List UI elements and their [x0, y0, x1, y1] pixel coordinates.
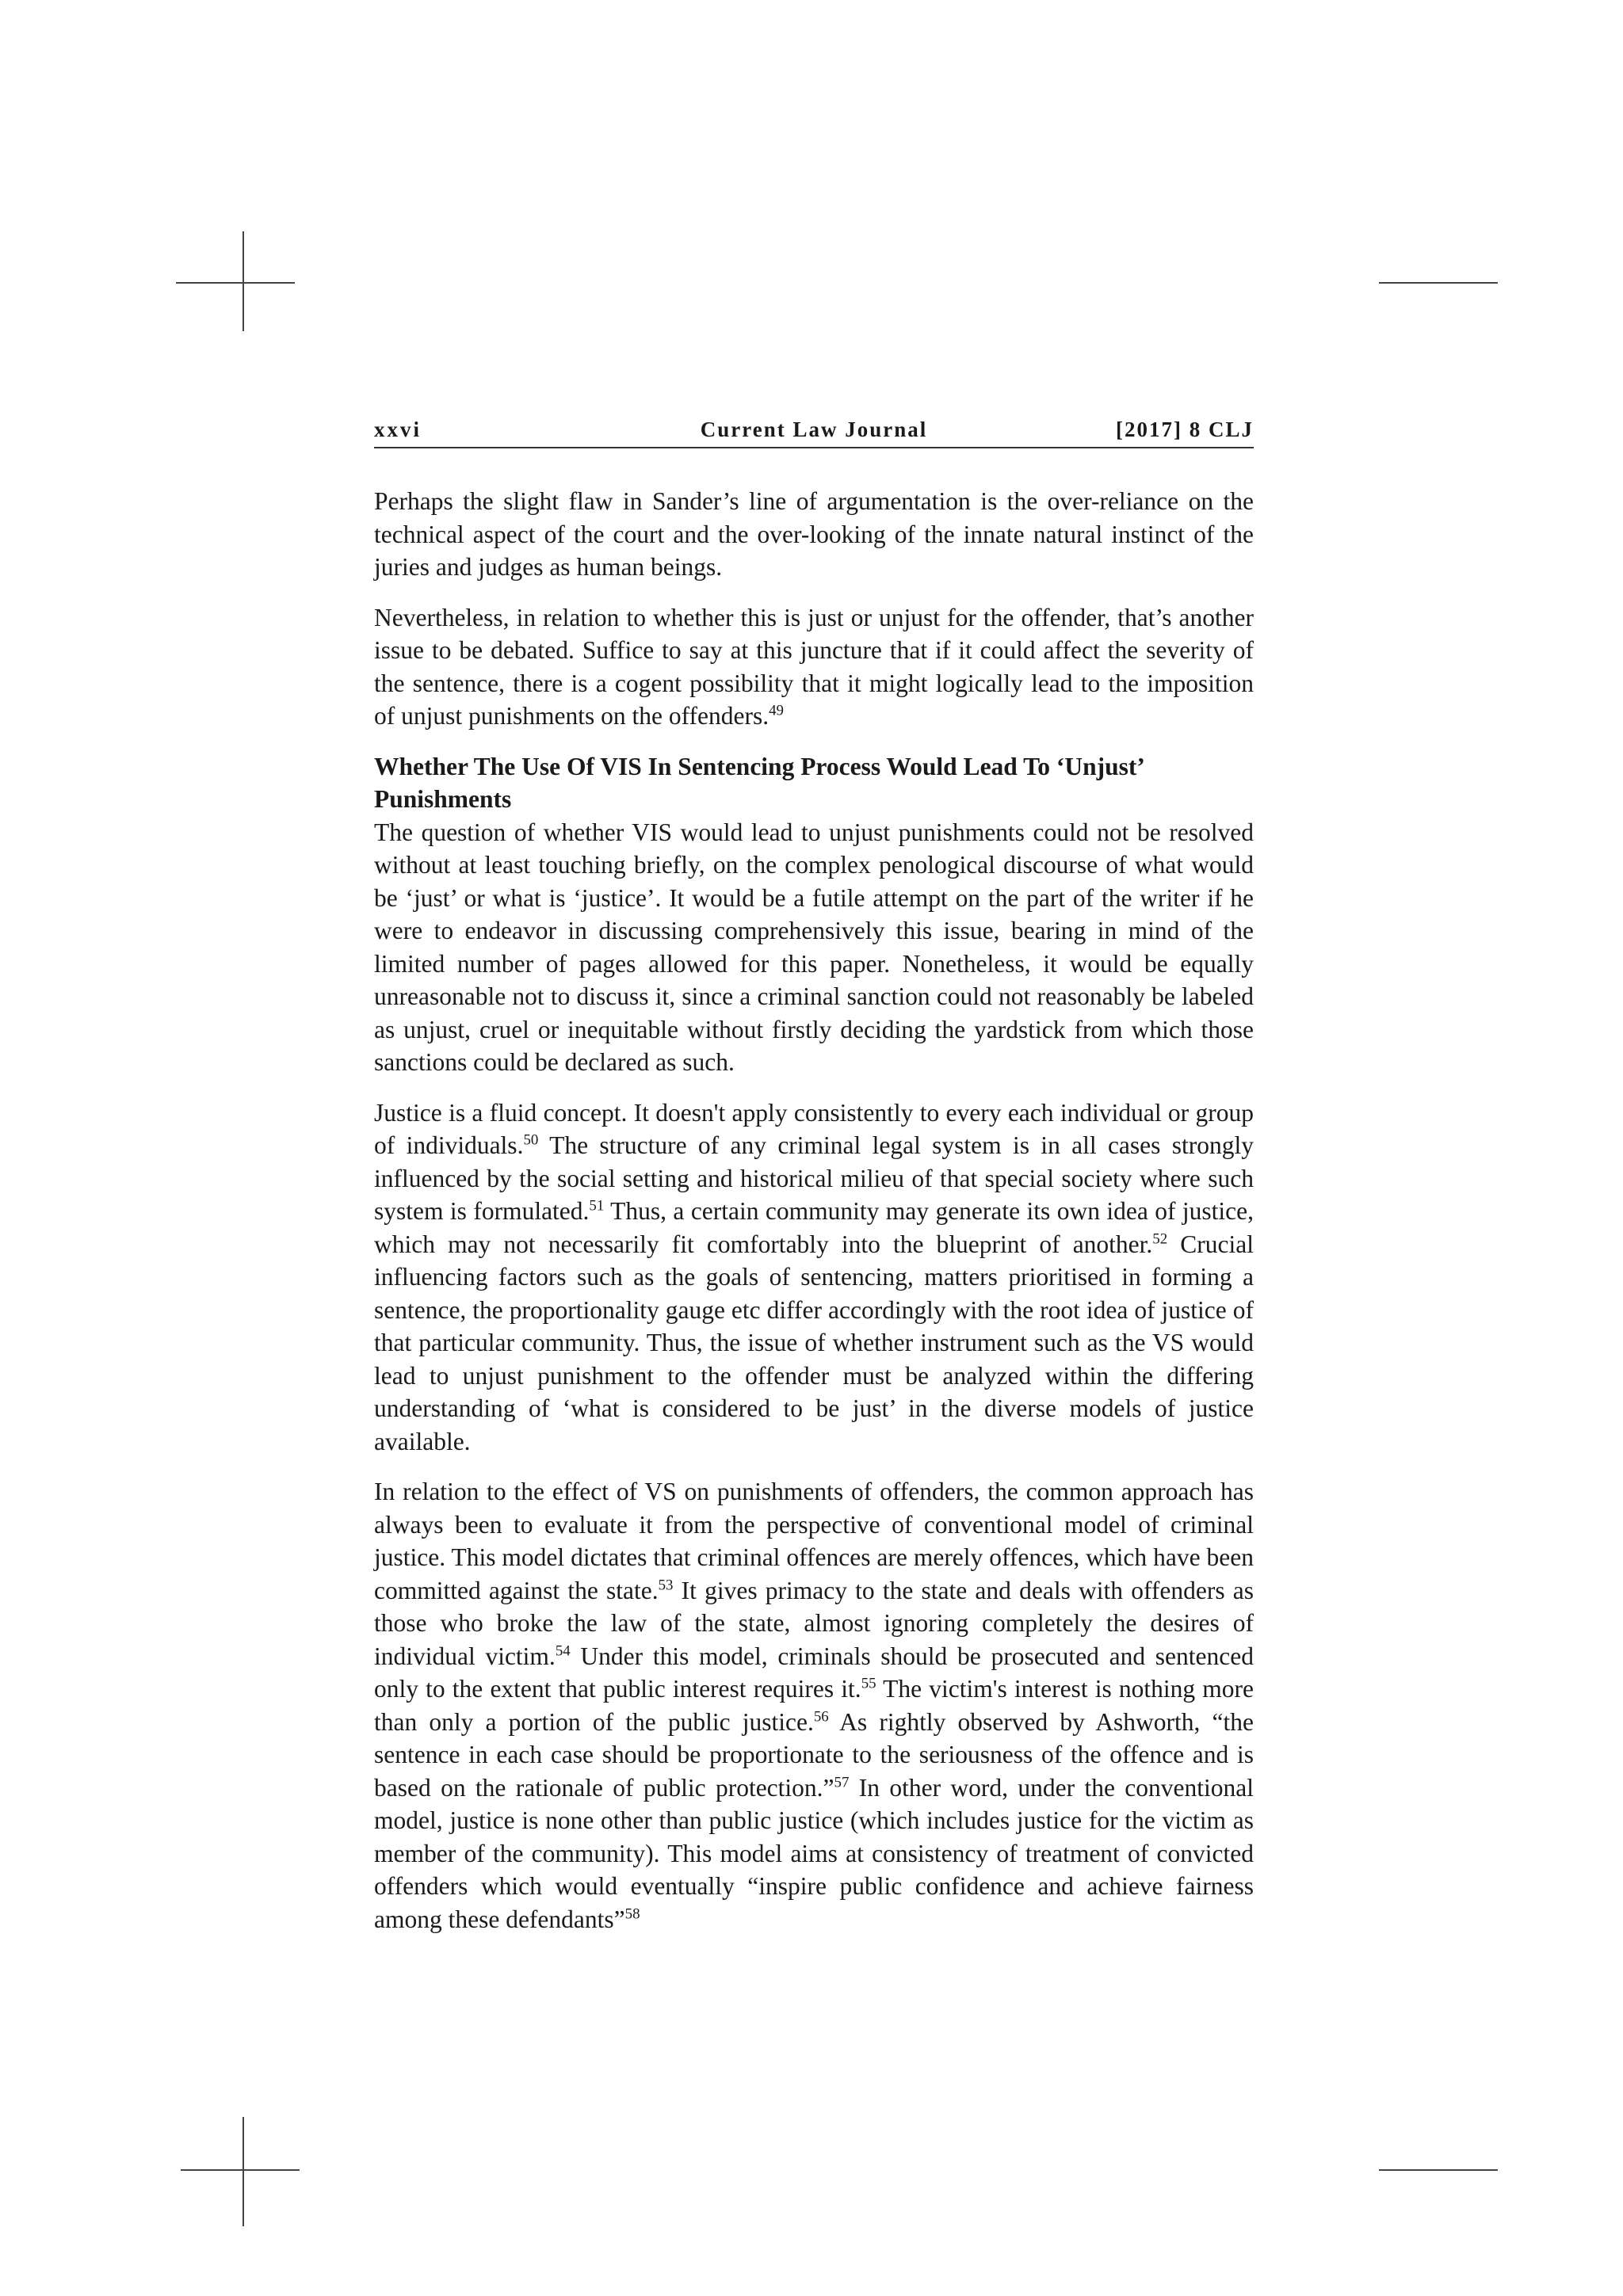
paragraph-5: In relation to the effect of VS on punishments of offenders, the common approach has always been to evaluate it from the perspective of conventional model of criminal justice. This model dictates that criminal offences are merely offences, which have been committed against the state.$^{53}$ It gives primacy to the state and deals with offenders as those who broke the law of the state, almost ignoring completely the desires of individual victim.$^{54}$ Under this model, criminals should be prosecuted and sentenced only to the extent that public interest requires it.$^{55}$ The victim's interest is nothing more than only a portion of the public justice.$^{56}$ As rightly observed by Ashworth, “the sentence in each case should be proportionate to the seriousness of the offence and is based on the rationale of public protection.”$^{57}$ In other word, under the conventional model, justice is none other than public justice (which includes justice for the victim as member of the community). This model aims at consistency of treatment of convicted offenders which would eventually “inspire public confidence and achieve fairness among these defendants”$^{58}$ [374, 1478, 1254, 1933]
crop-mark-bottom-left-h [181, 2169, 300, 2171]
crop-mark-top-right-h [1379, 282, 1498, 284]
footnote-ref: 51 [589, 1197, 605, 1215]
section-heading: Whether The Use Of VIS In Sentencing Process Would Lead To ‘Unjust’ Punishments [374, 752, 1144, 813]
article-body [374, 485, 1254, 1953]
footnote-ref: 50 [523, 1131, 539, 1149]
footnote-ref: 57 [834, 1774, 850, 1791]
footnote-ref: 52 [1152, 1230, 1168, 1247]
paragraph-4: Justice is a fluid concept. It doesn't apply consistently to every each individual or group of individuals.$^{50}$ The structure of any criminal legal system is in all cases strongly influenced by the social setting and historical milieu of that special society where such system is formulated.$^{51}$ Thus, a certain community may generate its own idea of justice, which may not necessarily fit comfortably into the blueprint of another.$^{52}$ Crucial influencing factors such as the goals of sentencing, matters prioritised in forming a sentence, the proportionality gauge etc differ accordingly with the root idea of justice of that particular community. Thus, the issue of whether instrument such as the VS would lead to unjust punishment to the offender must be analyzed within the differing understanding of ‘what is considered to be just’ in the diverse models of justice available. [374, 1098, 1254, 1455]
footnote-ref: 53 [658, 1577, 674, 1593]
running-header [374, 415, 1254, 448]
footnote-ref: 56 [813, 1708, 829, 1725]
crop-mark-top-left-h [176, 282, 295, 284]
citation: [2017] 8 CLJ [1116, 418, 1254, 441]
paragraph-2: Nevertheless, in relation to whether this is just or unjust for the offender, that’s another issue to be debated. Suffice to say at this juncture that if it could affect the severity of the sentence, there is a cogent possibility that it might logically lead to the imposition of unjust punishments on the offenders.$^{49}$ [374, 603, 1254, 730]
footnote-ref: 54 [555, 1642, 571, 1659]
page-number: xxvi [374, 418, 422, 441]
crop-mark-bottom-right-h [1379, 2169, 1498, 2171]
footnote-ref: 49 [769, 702, 784, 719]
crop-mark-bottom-left-v [242, 2117, 244, 2226]
paragraph-1: Perhaps the slight flaw in Sander’s line of argumentation is the over-reliance on the technical aspect of the court and the over-looking of the innate natural instinct of the juries and judges as human beings. [374, 487, 1254, 581]
journal-title: Current Law Journal [700, 418, 928, 441]
crop-mark-top-left-v [242, 231, 244, 331]
footnote-ref: 55 [861, 1675, 876, 1692]
paragraph-3: The question of whether VIS would lead to unjust punishments could not be resolved without at least touching briefly, on the complex penological discourse of what would be ‘just’ or what is ‘justice’. It would be a futile attempt on the part of the writer if he were to endeavor in discussing comprehensively this issue, bearing in mind of the limited number of pages allowed for this paper. Nonetheless, it would be equally unreasonable not to discuss it, since a criminal sanction could not reasonably be labeled as unjust, cruel or inequitable without firstly deciding the yardstick from which those sanctions could be declared as such. [374, 818, 1254, 1076]
footnote-ref: 58 [624, 1905, 640, 1922]
